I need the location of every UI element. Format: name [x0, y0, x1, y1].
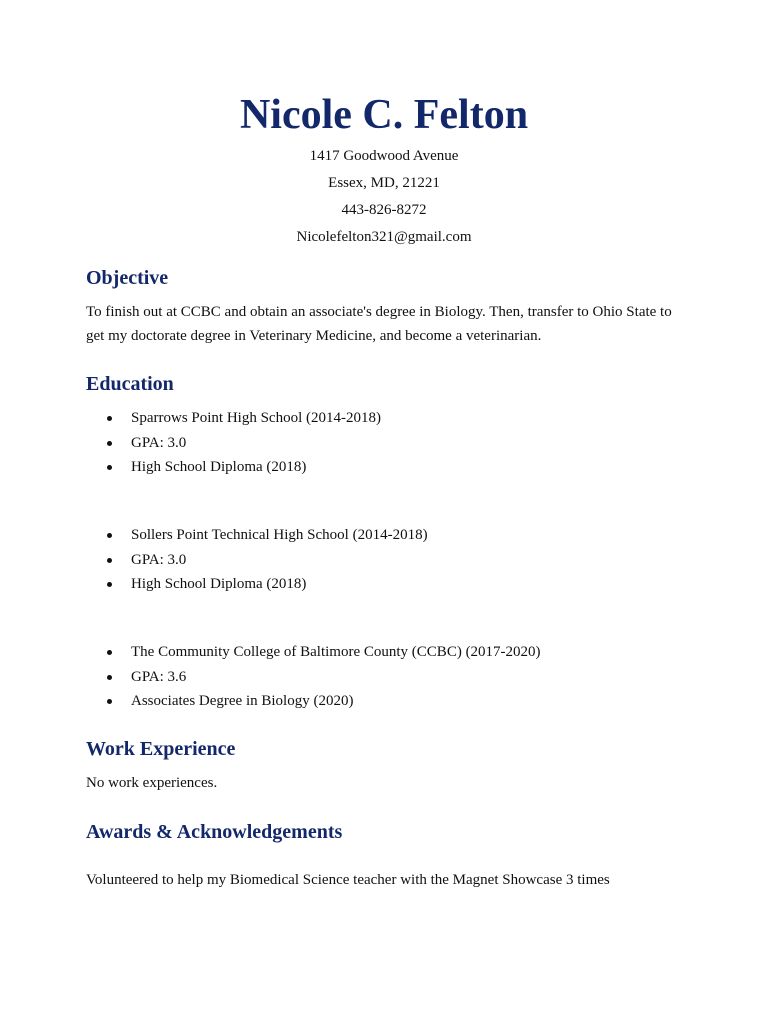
list-item — [86, 455, 686, 480]
bullet-icon — [107, 441, 112, 446]
list-item — [86, 640, 686, 665]
education-list-2 — [86, 523, 686, 597]
work-experience-heading: Work Experience — [86, 738, 236, 760]
list-item-text: The Community College of Baltimore County (CCBC) (2017-2020) — [131, 644, 541, 660]
bullet-icon — [107, 675, 112, 680]
bullet-icon — [107, 533, 112, 538]
list-item — [86, 689, 686, 714]
awards-text: Volunteered to help my Biomedical Science teacher with the Magnet Showcase 3 times — [86, 872, 610, 888]
address-line-2: Essex, MD, 21221 — [328, 175, 440, 191]
education-list-1 — [86, 406, 686, 480]
list-item-text: High School Diploma (2018) — [131, 576, 307, 592]
list-item-text: Sparrows Point High School (2014-2018) — [131, 410, 381, 426]
list-item — [86, 548, 686, 573]
address-line-1: 1417 Goodwood Avenue — [309, 148, 459, 164]
list-item — [86, 431, 686, 456]
objective-line-2: get my doctorate degree in Veterinary Medicine, and become a veterinarian. — [86, 328, 542, 344]
bullet-icon — [107, 650, 112, 655]
phone-number: 443-826-8272 — [341, 202, 427, 218]
bullet-icon — [107, 558, 112, 563]
bullet-icon — [107, 582, 112, 587]
list-item — [86, 665, 686, 690]
education-heading: Education — [86, 373, 174, 395]
list-item-text: Sollers Point Technical High School (2014-2018) — [131, 527, 428, 543]
education-list-3 — [86, 640, 686, 714]
list-item — [86, 406, 686, 431]
objective-heading: Objective — [86, 267, 169, 289]
resume-name: Nicole C. Felton — [239, 92, 529, 138]
list-item — [86, 523, 686, 548]
list-item — [86, 572, 686, 597]
bullet-icon — [107, 699, 112, 704]
bullet-icon — [107, 465, 112, 470]
email-address: Nicolefelton321@gmail.com — [296, 229, 472, 245]
list-item-text: GPA: 3.0 — [131, 434, 187, 451]
list-item-text: GPA: 3.0 — [131, 551, 187, 568]
bullet-icon — [107, 416, 112, 421]
list-item-text: High School Diploma (2018) — [131, 459, 307, 475]
work-experience-text: No work experiences. — [86, 775, 218, 791]
list-item-text: Associates Degree in Biology (2020) — [131, 693, 354, 709]
objective-line-1: To finish out at CCBC and obtain an associate's degree in Biology. Then, transfer to Ohio State to — [86, 304, 672, 320]
list-item-text: GPA: 3.6 — [131, 668, 187, 685]
awards-heading: Awards & Acknowledgements — [86, 821, 343, 843]
